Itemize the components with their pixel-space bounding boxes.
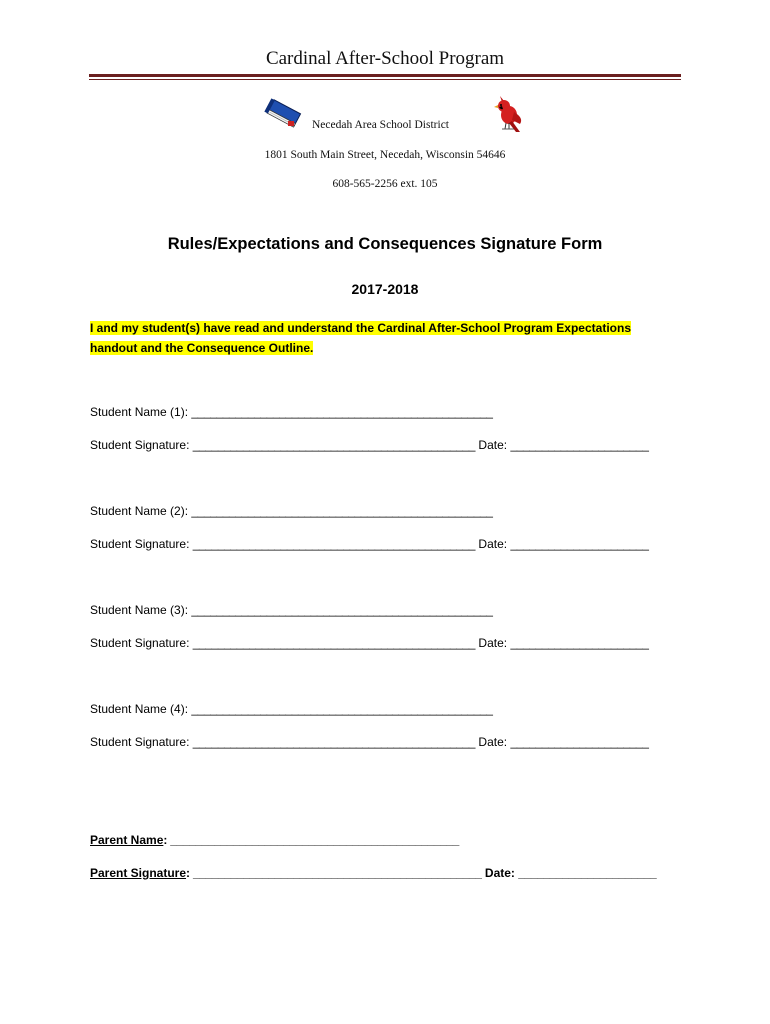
date-label: Date: (478, 438, 508, 452)
student-name-field-3[interactable] (90, 603, 493, 617)
parent-name-label: Parent Name (90, 833, 164, 847)
student-signature-label: Student Signature: (90, 735, 190, 749)
student-signature-field-3[interactable] (90, 636, 648, 650)
statement-line-1: I and my student(s) have read and understand the Cardinal After-School Program Expectations (90, 321, 631, 335)
student-name-label: Student Name (4): (90, 702, 189, 716)
student-signature-label: Student Signature: (90, 438, 190, 452)
district-address: 1801 South Main Street, Necedah, Wisconsin 54646 (264, 149, 506, 161)
student-name-line[interactable]: ________________________________________________ (191, 603, 493, 617)
student-signature-line[interactable]: _____________________________________________ (192, 537, 476, 551)
student-name-label: Student Name (2): (90, 504, 189, 518)
cardinal-bird-icon (490, 92, 526, 134)
parent-date-label: Date: (484, 866, 515, 880)
district-phone: 608-565-2256 ext. 105 (332, 178, 438, 190)
district-name: Necedah Area School District (312, 119, 449, 131)
student-signature-field-4[interactable] (90, 735, 648, 749)
acknowledgement-statement (90, 318, 631, 358)
student-name-line[interactable]: ________________________________________________ (191, 504, 493, 518)
student-signature-line[interactable]: _____________________________________________ (192, 636, 476, 650)
statement-line-2: handout and the Consequence Outline. (90, 341, 314, 355)
student-name-field-4[interactable] (90, 702, 493, 716)
parent-date-line[interactable]: ______________________ (518, 866, 657, 880)
student-name-line[interactable]: ________________________________________________ (191, 702, 493, 716)
student-signature-label: Student Signature: (90, 636, 190, 650)
date-label: Date: (478, 735, 508, 749)
parent-name-line[interactable]: ______________________________________________ (167, 833, 459, 847)
student-signature-line[interactable]: _____________________________________________ (192, 735, 476, 749)
student-name-label: Student Name (3): (90, 603, 189, 617)
parent-signature-colon: : (186, 866, 191, 880)
parent-signature-field[interactable] (90, 866, 656, 880)
parent-name-field[interactable] (90, 833, 459, 847)
parent-signature-label: Parent Signature (90, 866, 187, 880)
book-icon (264, 97, 304, 129)
student-signature-line[interactable]: _____________________________________________ (192, 438, 476, 452)
parent-signature-line[interactable]: ______________________________________________ (190, 866, 482, 880)
student-name-field-2[interactable] (90, 504, 493, 518)
date-line[interactable]: ______________________ (510, 735, 649, 749)
header-rule-thin (89, 79, 681, 80)
date-label: Date: (478, 636, 508, 650)
parent-name-colon: : (163, 833, 168, 847)
date-line[interactable]: ______________________ (510, 537, 649, 551)
date-line[interactable]: ______________________ (510, 636, 649, 650)
form-title: Rules/Expectations and Consequences Signature Form (167, 235, 603, 253)
student-signature-field-2[interactable] (90, 537, 648, 551)
school-year: 2017-2018 (351, 281, 419, 297)
header-rule-thick (89, 74, 681, 77)
student-signature-field-1[interactable] (90, 438, 648, 452)
student-name-label: Student Name (1): (90, 405, 189, 419)
date-label: Date: (478, 537, 508, 551)
student-signature-label: Student Signature: (90, 537, 190, 551)
student-name-field-1[interactable] (90, 405, 493, 419)
date-line[interactable]: ______________________ (510, 438, 649, 452)
student-name-line[interactable]: ________________________________________________ (191, 405, 493, 419)
program-title: Cardinal After-School Program (265, 48, 505, 69)
